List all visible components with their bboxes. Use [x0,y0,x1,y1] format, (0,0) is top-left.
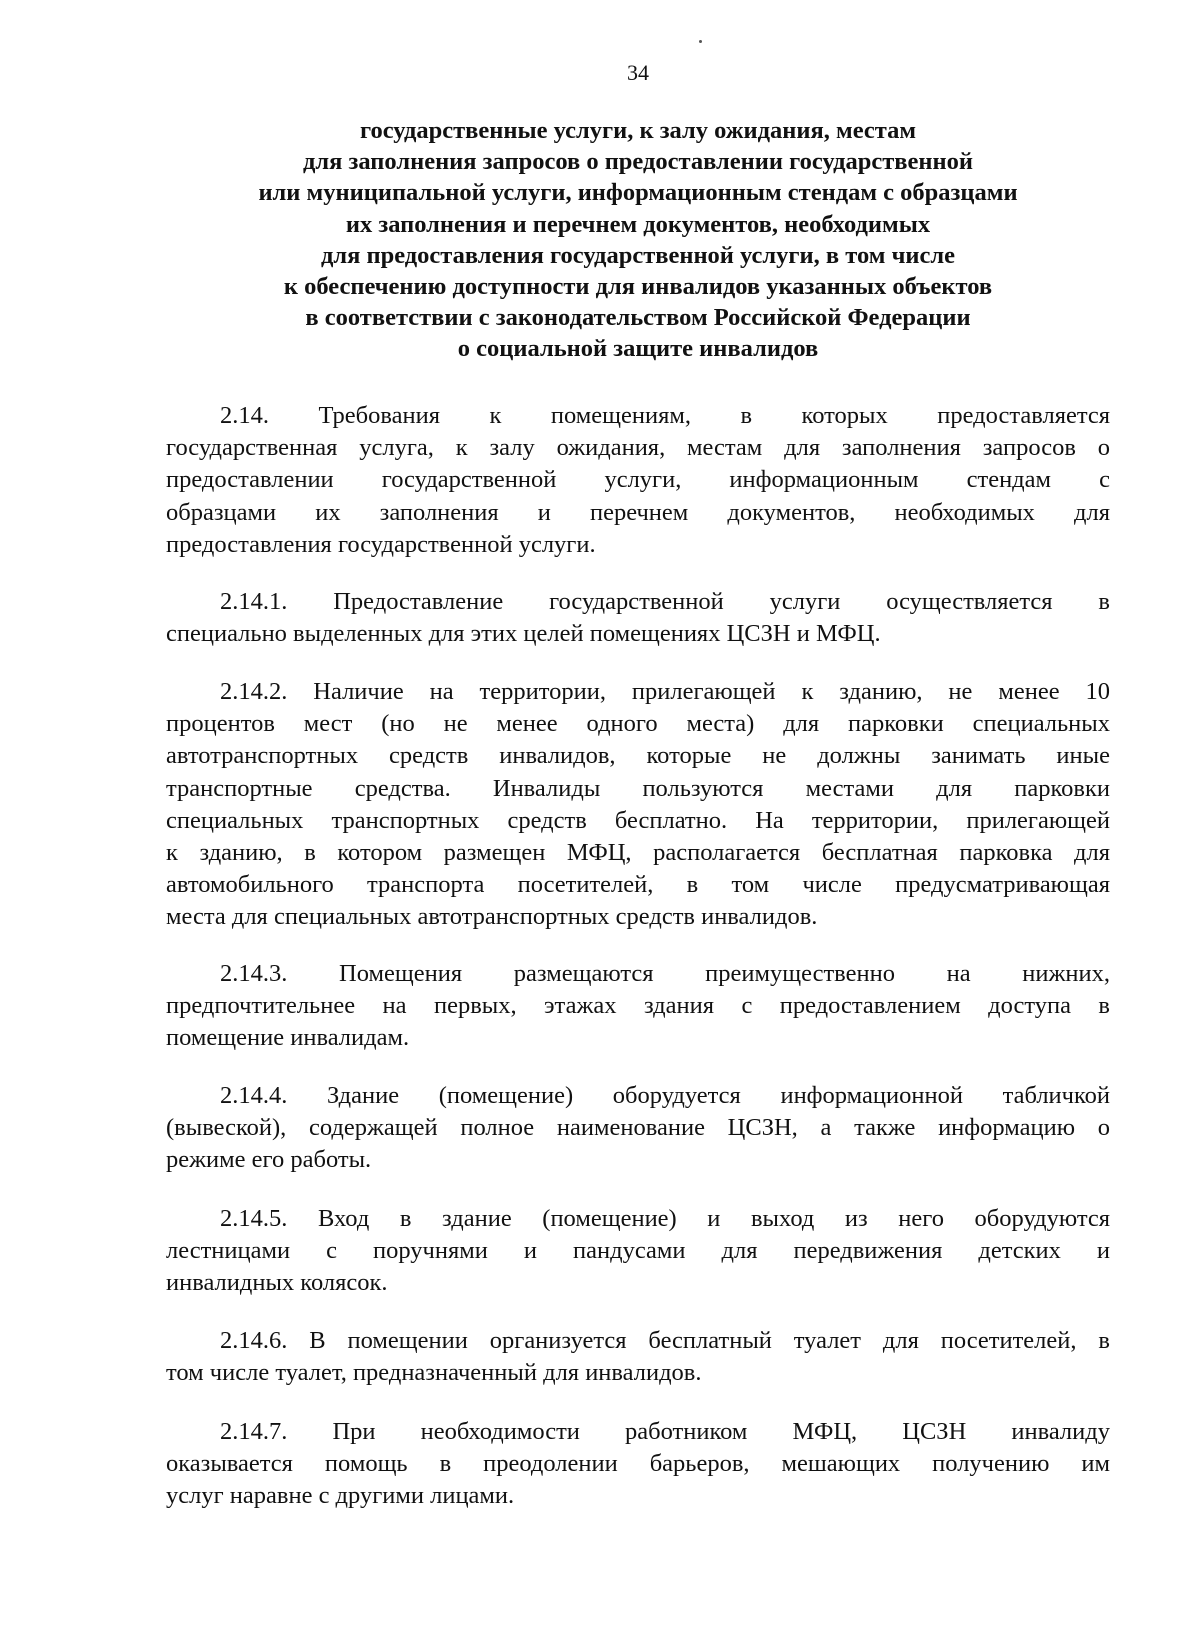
text-line: специально выделенных для этих целей помещениях ЦСЗН и МФЦ. [166,620,881,648]
paragraph-2-14-7 [166,1416,1110,1513]
section-heading [0,115,1200,365]
text-line: 2.14.5. Вход в здание (помещение) и выход из него оборудуются [220,1205,1110,1232]
text-line: 2.14.2. Наличие на территории, прилегающей к зданию, не менее 10 [220,678,1110,705]
text-line: специальных транспортных средств бесплатно. На территории, прилегающей [166,806,1110,834]
paragraph-2-14-1 [166,586,1110,650]
text-line: 2.14.3. Помещения размещаются преимущественно на нижних, [220,960,1110,987]
text-line: государственная услуга, к залу ожидания, местам для заполнения запросов о [166,434,1110,462]
text-line: транспортные средства. Инвалиды пользуются местами для парковки [166,774,1110,802]
text-line: к зданию, в котором размещен МФЦ, располагается бесплатная парковка для [166,838,1110,866]
heading-line: о социальной защите инвалидов [457,335,819,363]
paragraph-2-14 [166,400,1110,561]
text-line: автотранспортных средств инвалидов, которые не должны занимать иные [166,742,1110,770]
text-line: оказывается помощь в преодолении барьеров, мешающих получению им [166,1450,1110,1478]
text-line: предпочтительнее на первых, этажах здания с предоставлением доступа в [166,992,1110,1020]
text-line: том числе туалет, предназначенный для инвалидов. [166,1359,702,1387]
page-number: 34 [627,60,649,85]
heading-line: для заполнения запросов о предоставлении государственной [303,148,973,176]
text-line: 2.14.7. При необходимости работником МФЦ, ЦСЗН инвалиду [220,1418,1110,1445]
paragraph-2-14-5 [166,1203,1110,1300]
text-line: автомобильного транспорта посетителей, в том числе предусматривающая [166,871,1110,899]
text-line: предоставления государственной услуги. [166,530,596,558]
scan-speck [699,40,702,43]
heading-line: или муниципальной услуги, информационным стендам с образцами [258,179,1018,207]
heading-line: в соответствии с законодательством Российской Федерации [305,304,971,332]
text-line: режиме его работы. [166,1146,372,1174]
text-line: 2.14.4. Здание (помещение) оборудуется информационной табличкой [220,1082,1110,1109]
text-line: лестницами с поручнями и пандусами для передвижения детских и [166,1237,1110,1265]
paragraph-2-14-2 [166,676,1110,934]
text-line: 2.14.6. В помещении организуется бесплатный туалет для посетителей, в [220,1327,1110,1354]
text-line: (вывеской), содержащей полное наименование ЦСЗН, а также информацию о [166,1114,1110,1142]
text-line: процентов мест (но не менее одного места) для парковки специальных [166,710,1110,738]
text-line: помещение инвалидам. [166,1024,410,1052]
text-line: услуг наравне с другими лицами. [166,1482,515,1510]
text-line: 2.14. Требования к помещениям, в которых предоставляется [220,402,1110,429]
heading-line: для предоставления государственной услуги, в том числе [320,241,956,269]
paragraph-2-14-6 [166,1325,1110,1389]
text-line: места для специальных автотранспортных средств инвалидов. [166,903,818,931]
text-line: образцами их заполнения и перечнем документов, необходимых для [166,498,1110,526]
text-line: 2.14.1. Предоставление государственной услуги осуществляется в [220,588,1110,615]
heading-line: их заполнения и перечнем документов, необходимых [345,210,931,238]
text-line: инвалидных колясок. [166,1269,388,1297]
text-line: предоставлении государственной услуги, информационным стендам с [166,466,1110,494]
heading-line: государственные услуги, к залу ожидания, местам [359,117,917,144]
paragraph-2-14-4 [166,1080,1110,1177]
heading-line: к обеспечению доступности для инвалидов указанных объектов [283,273,993,301]
paragraph-2-14-3 [166,958,1110,1055]
